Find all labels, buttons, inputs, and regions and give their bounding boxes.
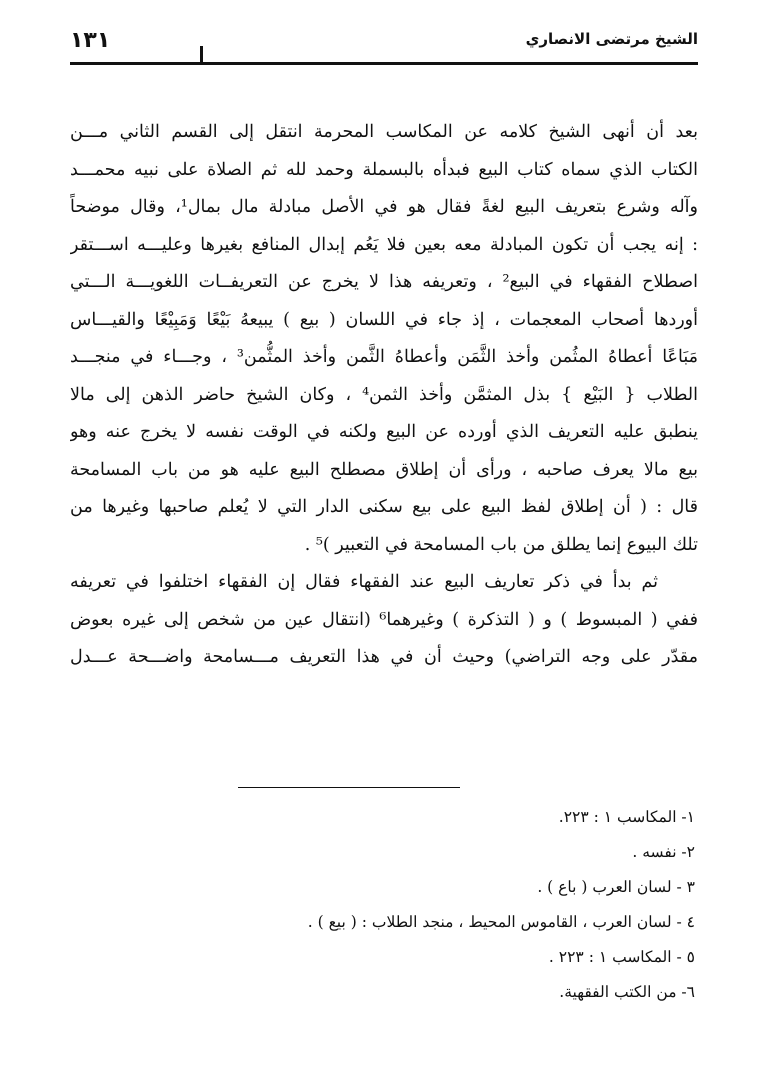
body-line: وآله وشرع بتعريف البيع لغةً فقال هو في الأصل مبادلة مال بمال¹، وقال موضحاً — [70, 197, 698, 217]
body-line: الكتاب الذي سماه كتاب البيع فبدأه بالبسملة وحمد لله ثم الصلاة على نبيه محمـــد — [70, 159, 698, 180]
header-rule-tick — [200, 46, 203, 63]
footnote-item: ١- المكاسب ١ : ٢٢٣. — [558, 808, 695, 826]
footnote-item: ٢- نفسه . — [632, 843, 695, 861]
body-line: الطلاب { البَيْع } بذل المثمَّن وأخذ الثمن⁴ ، وكان الشيخ حاضر الذهن إلى مالا — [70, 384, 698, 405]
body-line: اصطلاح الفقهاء في البيع² ، وتعريفه هذا لا يخرج عن التعريفــات اللغويـــة الـــتي — [70, 272, 698, 292]
body-line: بعد أن أنهى الشيخ كلامه عن المكاسب المحرمة انتقل إلى القسم الثاني مـــن — [70, 122, 698, 142]
body-line: ثم بدأ في ذكر تعاريف البيع عند الفقهاء فقال إن الفقهاء اختلفوا في تعريفه — [70, 572, 658, 592]
body-line: بيع مالا يعرف صاحبه ، ورأى أن إطلاق مصطلح البيع عليه هو من باب المسامحة — [70, 459, 698, 480]
footnote-item: ٣ - لسان العرب ( باع ) . — [537, 878, 695, 896]
body-text — [70, 114, 698, 677]
footnotes — [175, 800, 695, 1010]
header-title: الشيخ مرتضى الانصاري — [525, 30, 698, 48]
body-line: تلك البيوع إنما يطلق من باب المسامحة في التعبير )⁵ . — [304, 534, 698, 555]
footnote-item: ٥ - المكاسب ١ : ٢٢٣ . — [548, 948, 695, 966]
body-line: أوردها أصحاب المعجمات ، إذ جاء في اللسان ( بيع ) يبيعهُ بَيْعًا وَمَبِيْعًا والقيـــاس — [70, 309, 698, 330]
header-rule — [70, 62, 698, 65]
body-line: قال : ( أن إطلاق لفظ البيع على بيع سكنى الدار التي لا يُعلم صاحبها وغيرها من — [70, 497, 698, 517]
footnote-separator — [238, 787, 460, 788]
footnote-item: ٦- من الكتب الفقهية. — [559, 983, 695, 1001]
page-number: ١٣١ — [70, 28, 111, 53]
body-line: مَبَاعًا أعطاهُ المثُمن وأخذ الثَّمَن وأعطاهُ الثَّمن وأخذ المثُّمن³ ، وجـــاء في منجـــد — [70, 347, 698, 367]
body-line: ففي ( المبسوط ) و ( التذكرة ) وغيرهما⁶ (انتقال عين من شخص إلى غيره بعوض — [70, 609, 698, 630]
running-header — [70, 22, 698, 66]
body-line: ينطبق عليه التعريف الذي أورده عن البيع ولكنه في الوقت نفسه لا يخرج عنه وهو — [70, 422, 698, 442]
footnote-item: ٤ - لسان العرب ، القاموس المحيط ، منجد الطلاب : ( بيع ) . — [307, 913, 695, 931]
body-line: : إنه يجب أن تكون المبادلة معه بعين فلا يَعُم إبدال المنافع بغيرها وعليـــه اســـتقر — [70, 234, 698, 255]
body-line: مقدّر على وجه التراضي) وحيث أن في هذا التعريف مـــسامحة واضـــحة عـــدل — [70, 647, 698, 667]
